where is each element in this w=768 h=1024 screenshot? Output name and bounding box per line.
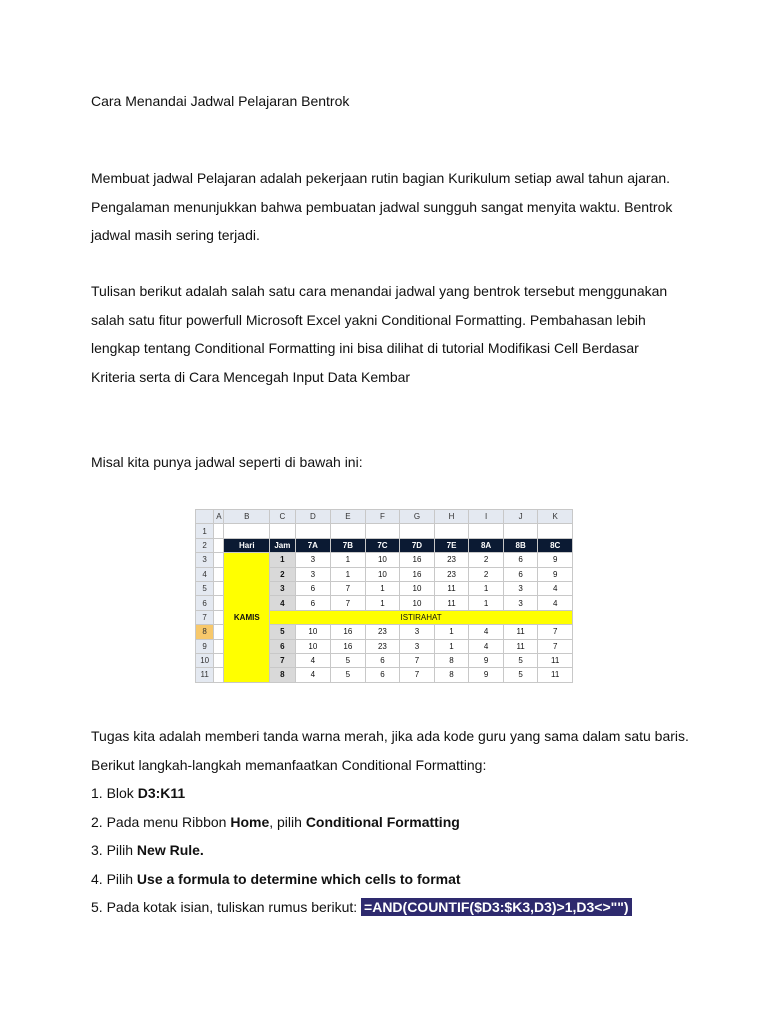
row-number: 2 xyxy=(196,538,214,552)
teacher-code-cell: 7 xyxy=(538,625,573,639)
header-cell: 8A xyxy=(469,538,504,552)
text-line: Tulisan berikut adalah salah satu cara menandai jadwal yang bentrok tersebut menggunakan xyxy=(91,283,668,299)
text-line: lengkap tentang Conditional Formatting ini bisa dilihat di tutorial Modifikasi Cell Berdasar xyxy=(91,340,639,356)
teacher-code-cell: 23 xyxy=(365,639,400,653)
teacher-code-cell: 2 xyxy=(469,553,504,567)
teacher-code-cell: 10 xyxy=(400,596,435,610)
step-2 xyxy=(91,808,689,837)
teacher-code-cell: 5 xyxy=(503,668,538,682)
empty-cell xyxy=(270,524,295,538)
teacher-code-cell: 23 xyxy=(434,553,469,567)
column-header: G xyxy=(400,510,435,524)
empty-cell xyxy=(214,625,224,639)
text-line: Membuat jadwal Pelajaran adalah pekerjaan rutin bagian Kurikulum setiap awal tahun ajaran. xyxy=(91,170,671,186)
teacher-code-cell: 16 xyxy=(400,553,435,567)
empty-cell xyxy=(214,581,224,595)
teacher-code-cell: 3 xyxy=(295,567,331,581)
schedule-table xyxy=(195,509,573,683)
column-header: C xyxy=(270,510,295,524)
teacher-code-cell: 10 xyxy=(295,625,331,639)
row-number: 6 xyxy=(196,596,214,610)
teacher-code-cell: 3 xyxy=(503,581,538,595)
teacher-code-cell: 4 xyxy=(469,625,504,639)
teacher-code-cell: 7 xyxy=(400,668,435,682)
teacher-code-cell: 5 xyxy=(331,653,366,667)
teacher-code-cell: 10 xyxy=(400,581,435,595)
empty-cell xyxy=(214,668,224,682)
text-line: Pengalaman menunjukkan bahwa pembuatan jadwal sungguh sangat menyita waktu. Bentrok xyxy=(91,198,673,215)
empty-cell xyxy=(434,524,469,538)
teacher-code-cell: 1 xyxy=(365,596,400,610)
steps-section xyxy=(91,722,689,922)
teacher-code-cell: 6 xyxy=(365,653,400,667)
select-all-corner xyxy=(196,510,214,524)
teacher-code-cell: 6 xyxy=(503,553,538,567)
teacher-code-cell: 1 xyxy=(469,596,504,610)
row-number: 3 xyxy=(196,553,214,567)
period-cell: 6 xyxy=(270,639,295,653)
empty-cell xyxy=(214,610,224,624)
teacher-code-cell: 10 xyxy=(365,567,400,581)
teacher-code-cell: 1 xyxy=(469,581,504,595)
row-number: 7 xyxy=(196,610,214,624)
teacher-code-cell: 1 xyxy=(331,567,366,581)
teacher-code-cell: 5 xyxy=(503,653,538,667)
step-bold: Conditional Formatting xyxy=(305,813,460,830)
sheet-row xyxy=(196,553,573,567)
teacher-code-cell: 7 xyxy=(331,581,366,595)
text-line: salah satu fitur powerfull Microsoft Excel yakni Conditional Formatting. Pembahasan lebih xyxy=(91,311,646,328)
teacher-code-cell: 9 xyxy=(538,567,573,581)
text-line: jadwal masih sering terjadi. xyxy=(91,227,260,243)
teacher-code-cell: 11 xyxy=(503,625,538,639)
teacher-code-cell: 5 xyxy=(331,668,366,682)
step-4 xyxy=(91,865,689,894)
header-cell: 7B xyxy=(331,538,366,552)
empty-cell xyxy=(331,524,366,538)
teacher-code-cell: 4 xyxy=(538,581,573,595)
step-text: 5. Pada kotak isian, tuliskan rumus berikut: xyxy=(91,899,362,915)
task-line: Tugas kita adalah memberi tanda warna merah, jika ada kode guru yang sama dalam satu baris. xyxy=(91,728,689,744)
teacher-code-cell: 7 xyxy=(538,639,573,653)
empty-cell xyxy=(400,524,435,538)
step-1 xyxy=(91,779,689,808)
teacher-code-cell: 9 xyxy=(538,553,573,567)
empty-cell xyxy=(365,524,400,538)
step-bold: Home xyxy=(230,813,270,830)
method-paragraph xyxy=(91,277,667,391)
column-header: K xyxy=(538,510,573,524)
period-cell: 1 xyxy=(270,553,295,567)
teacher-code-cell: 7 xyxy=(400,653,435,667)
period-cell: 2 xyxy=(270,567,295,581)
column-header: F xyxy=(365,510,400,524)
teacher-code-cell: 10 xyxy=(295,639,331,653)
teacher-code-cell: 11 xyxy=(434,581,469,595)
formula-highlight: =AND(COUNTIF($D3:$K3,D3)>1,D3<>"") xyxy=(361,898,632,916)
header-cell: Hari xyxy=(224,538,270,552)
empty-cell xyxy=(214,538,224,552)
empty-cell xyxy=(538,524,573,538)
steps-intro: Berikut langkah-langkah memanfaatkan Conditional Formatting: xyxy=(91,756,487,773)
step-text: 4. Pilih xyxy=(91,870,137,887)
empty-cell xyxy=(214,639,224,653)
column-header: A xyxy=(214,510,224,524)
step-text: 2. Pada menu Ribbon xyxy=(91,813,231,830)
teacher-code-cell: 4 xyxy=(538,596,573,610)
column-header: E xyxy=(331,510,366,524)
step-text: , pilih xyxy=(269,813,306,830)
teacher-code-cell: 4 xyxy=(469,639,504,653)
column-header: B xyxy=(224,510,270,524)
header-cell: Jam xyxy=(270,538,295,552)
teacher-code-cell: 10 xyxy=(365,553,400,567)
step-text: 1. Blok xyxy=(91,785,138,801)
example-intro: Misal kita punya jadwal seperti di bawah ini: xyxy=(91,454,363,470)
period-cell: 8 xyxy=(270,668,295,682)
column-header: D xyxy=(295,510,331,524)
teacher-code-cell: 3 xyxy=(503,596,538,610)
header-cell: 7C xyxy=(365,538,400,552)
teacher-code-cell: 6 xyxy=(503,567,538,581)
teacher-code-cell: 2 xyxy=(469,567,504,581)
period-cell: 3 xyxy=(270,581,295,595)
column-header: H xyxy=(434,510,469,524)
intro-paragraph xyxy=(91,164,672,250)
teacher-code-cell: 23 xyxy=(434,567,469,581)
empty-cell xyxy=(469,524,504,538)
step-bold: D3:K11 xyxy=(137,785,186,801)
empty-cell xyxy=(214,524,224,538)
period-cell: 5 xyxy=(270,625,295,639)
step-5 xyxy=(91,893,689,922)
column-header-row xyxy=(196,510,573,524)
header-cell: 7E xyxy=(434,538,469,552)
teacher-code-cell: 6 xyxy=(295,581,331,595)
teacher-code-cell: 7 xyxy=(331,596,366,610)
teacher-code-cell: 16 xyxy=(331,625,366,639)
row-number: 4 xyxy=(196,567,214,581)
row-number: 5 xyxy=(196,581,214,595)
teacher-code-cell: 3 xyxy=(295,553,331,567)
empty-cell xyxy=(214,596,224,610)
teacher-code-cell: 23 xyxy=(365,625,400,639)
day-cell: KAMIS xyxy=(224,553,270,683)
teacher-code-cell: 8 xyxy=(434,668,469,682)
empty-cell xyxy=(214,653,224,667)
text-line: Kriteria serta di Cara Mencegah Input Data Kembar xyxy=(91,368,411,385)
teacher-code-cell: 16 xyxy=(400,567,435,581)
document-title: Cara Menandai Jadwal Pelajaran Bentrok xyxy=(91,93,350,109)
break-cell: ISTIRAHAT xyxy=(270,610,573,624)
row-number: 10 xyxy=(196,653,214,667)
teacher-code-cell: 1 xyxy=(365,581,400,595)
header-cell: 7D xyxy=(400,538,435,552)
empty-cell xyxy=(214,567,224,581)
teacher-code-cell: 11 xyxy=(538,653,573,667)
teacher-code-cell: 4 xyxy=(295,668,331,682)
teacher-code-cell: 9 xyxy=(469,668,504,682)
header-cell: 8C xyxy=(538,538,573,552)
empty-cell xyxy=(214,553,224,567)
row-number: 11 xyxy=(196,668,214,682)
sheet-row xyxy=(196,524,573,538)
empty-cell xyxy=(503,524,538,538)
spreadsheet-image xyxy=(195,509,573,689)
teacher-code-cell: 16 xyxy=(331,639,366,653)
teacher-code-cell: 8 xyxy=(434,653,469,667)
teacher-code-cell: 6 xyxy=(295,596,331,610)
teacher-code-cell: 1 xyxy=(331,553,366,567)
teacher-code-cell: 1 xyxy=(434,639,469,653)
period-cell: 4 xyxy=(270,596,295,610)
header-cell: 7A xyxy=(295,538,331,552)
teacher-code-cell: 9 xyxy=(469,653,504,667)
row-number: 9 xyxy=(196,639,214,653)
teacher-code-cell: 11 xyxy=(503,639,538,653)
teacher-code-cell: 3 xyxy=(400,639,435,653)
teacher-code-cell: 11 xyxy=(434,596,469,610)
step-text: 3. Pilih xyxy=(91,842,137,858)
column-header: J xyxy=(503,510,538,524)
period-cell: 7 xyxy=(270,653,295,667)
step-3 xyxy=(91,836,689,865)
sheet-row xyxy=(196,538,573,552)
empty-cell xyxy=(295,524,331,538)
column-header: I xyxy=(469,510,504,524)
row-number: 8 xyxy=(196,625,214,639)
teacher-code-cell: 4 xyxy=(295,653,331,667)
step-bold: New Rule. xyxy=(136,842,204,858)
row-number: 1 xyxy=(196,524,214,538)
empty-cell xyxy=(224,524,270,538)
teacher-code-cell: 6 xyxy=(365,668,400,682)
teacher-code-cell: 11 xyxy=(538,668,573,682)
teacher-code-cell: 3 xyxy=(400,625,435,639)
teacher-code-cell: 1 xyxy=(434,625,469,639)
step-bold: Use a formula to determine which cells to format xyxy=(136,870,461,887)
header-cell: 8B xyxy=(503,538,538,552)
